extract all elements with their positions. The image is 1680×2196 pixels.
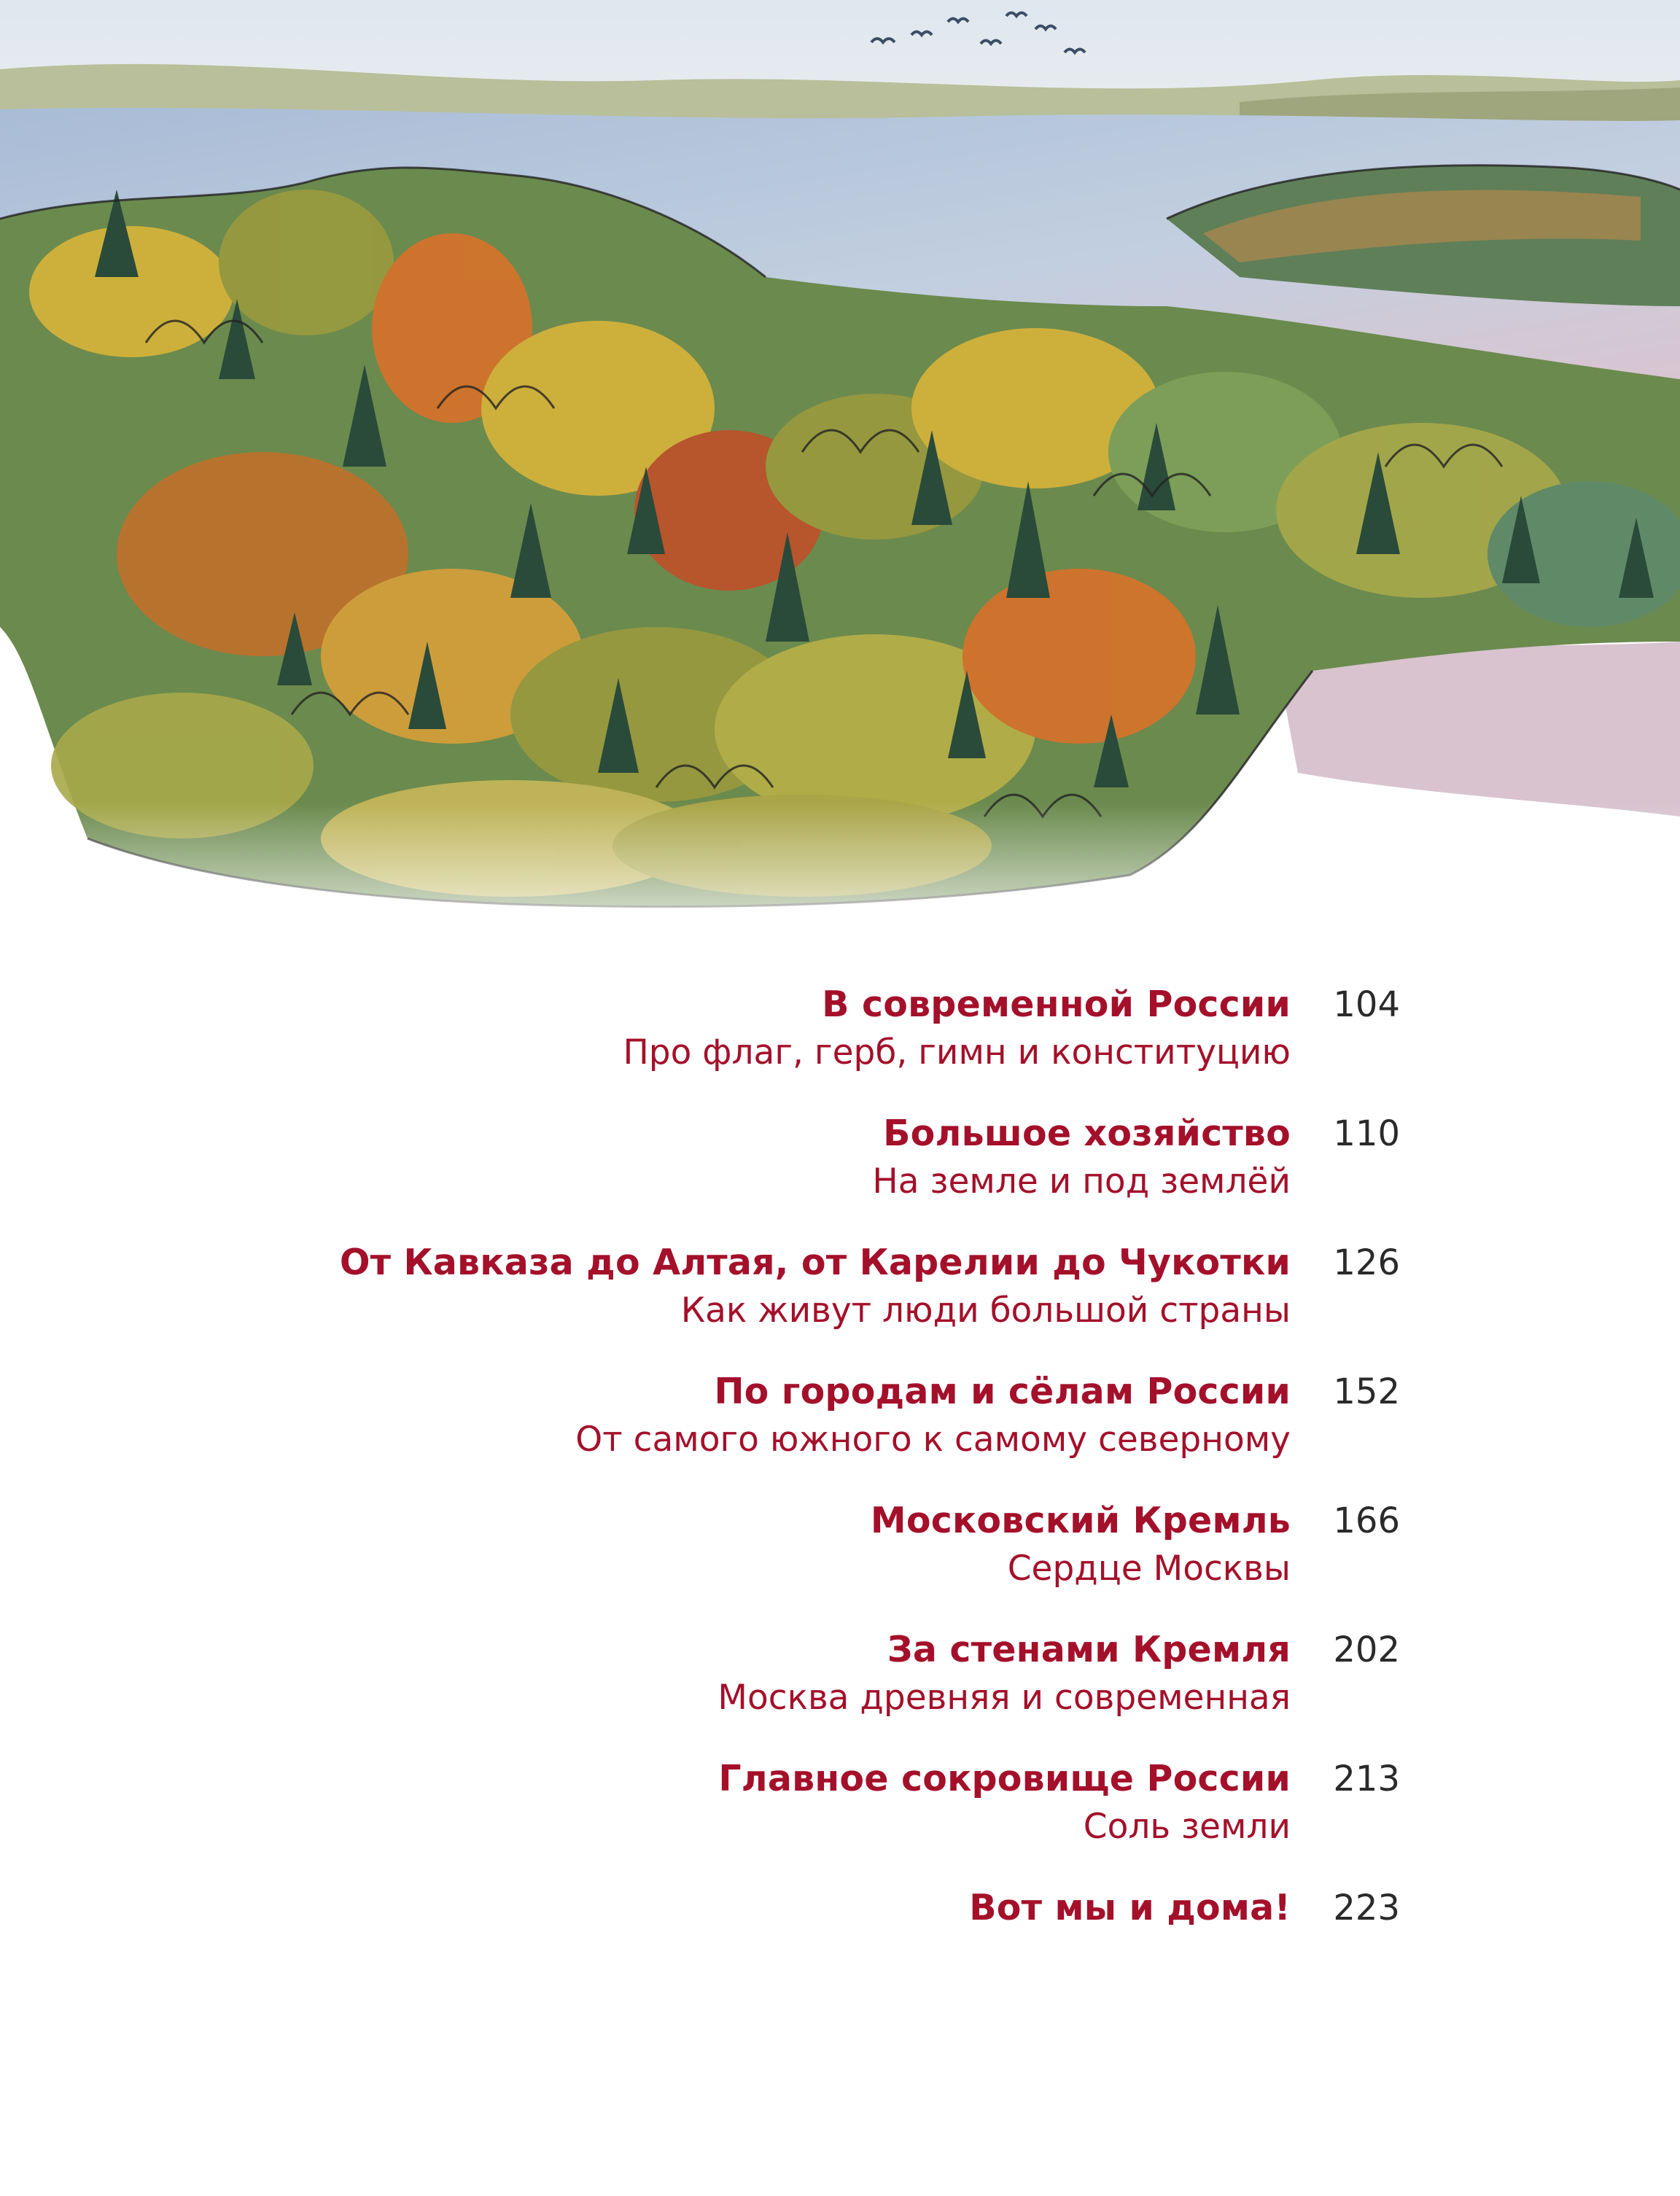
toc-entry-subtitle: Про флаг, герб, гимн и конституцию (623, 1032, 1291, 1072)
toc-entry-title: Вот мы и дома! (969, 1887, 1291, 1928)
toc-entry-page: 126 (1333, 1242, 1400, 1283)
toc-entry[interactable] (219, 1497, 1400, 1593)
toc-entry-subtitle: Москва древняя и современная (718, 1678, 1291, 1718)
toc-entry-subtitle: На земле и под землёй (872, 1161, 1291, 1202)
toc-entry-page: 166 (1333, 1500, 1400, 1541)
toc-entry-page: 152 (1333, 1371, 1400, 1412)
toc-entry[interactable] (219, 981, 1400, 1077)
toc-entry-page: 104 (1333, 984, 1400, 1025)
toc-entry-subtitle: Как живут люди большой страны (680, 1290, 1291, 1331)
toc-entry-page: 213 (1333, 1759, 1400, 1799)
autumn-landscape-illustration (0, 0, 1680, 962)
toc-entry[interactable] (219, 1755, 1400, 1851)
toc-entry-subtitle: Сердце Москвы (1007, 1549, 1291, 1589)
toc-entry[interactable] (219, 1239, 1400, 1335)
toc-entry-page: 223 (1333, 1888, 1400, 1928)
toc-entry-subtitle: От самого южного к самому северному (575, 1420, 1291, 1460)
toc-entry[interactable] (219, 1626, 1400, 1722)
toc-entry[interactable] (219, 1368, 1400, 1464)
table-of-contents (219, 981, 1400, 1965)
toc-entry[interactable] (219, 1884, 1400, 1932)
toc-entry-title: В современной России (822, 984, 1291, 1025)
toc-entry-title: За стенами Кремля (887, 1629, 1291, 1670)
toc-entry-page: 202 (1333, 1630, 1400, 1670)
toc-entry-title: По городам и сёлам России (714, 1371, 1291, 1412)
toc-entry-page: 110 (1333, 1113, 1400, 1154)
right-water (1276, 642, 1680, 817)
toc-entry-title: Главное сокровище России (718, 1758, 1291, 1799)
toc-entry-title: От Кавказа до Алтая, от Карелии до Чукотки (339, 1242, 1291, 1283)
toc-entry-title: Московский Кремль (870, 1500, 1291, 1541)
toc-entry[interactable] (219, 1110, 1400, 1206)
toc-entry-subtitle: Соль земли (1083, 1807, 1291, 1847)
toc-entry-title: Большое хозяйство (883, 1113, 1291, 1154)
